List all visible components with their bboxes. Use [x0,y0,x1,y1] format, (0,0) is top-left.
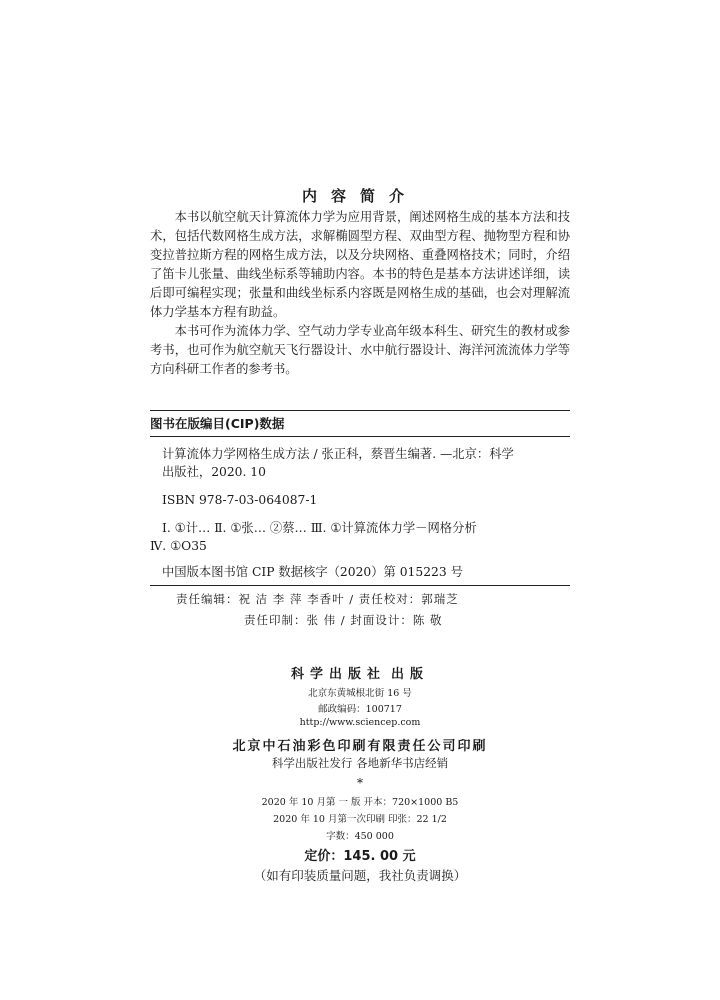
cip-classification: Ⅰ. ①计… Ⅱ. ①张… ②蔡… Ⅲ. ①计算流体力学－网格分析 [162,521,477,535]
cip-heading: 图书在版编目(CIP)数据 [150,416,285,431]
cip-bottom-rule [150,585,570,586]
price: 定价：145. 00 元 [304,849,416,864]
publisher-postcode: 邮政编码：100717 [318,704,402,715]
section-title: 内容简介 [301,187,418,205]
content-summary [150,208,570,379]
cip-publisher-line: 出版社，2020. 10 [162,465,266,479]
publisher-url: http://www.sciencep.com [299,717,421,728]
word-count: 字数：450 000 [326,831,394,842]
edition-line: 2020 年 10 月第 一 版 开本：720×1000 B5 [261,797,459,808]
printer-name: 北京中石油彩色印刷有限责任公司印刷 [232,739,488,754]
publisher-suffix: 出版 [391,667,430,682]
publisher-address: 北京东黄城根北街 16 号 [308,688,412,699]
quality-note: （如有印装质量问题，我社负责调换） [253,868,467,883]
cip-top-rule [150,410,570,411]
cip-title-line: 计算流体力学网格生成方法 / 张正科，蔡晋生编著. —北京：科学 [162,447,514,461]
separator-star: * [357,776,363,790]
cip-record-number: 中国版本图书馆 CIP 数据核字（2020）第 015223 号 [162,565,463,579]
publisher-line [0,663,720,682]
summary-paragraph-1: 本书以航空航天计算流体力学为应用背景，阐述网格生成的基本方法和技术，包括代数网格生成方法，求解椭圆型方程、双曲型方程、抛物型方程和协变拉普拉斯方程的网格生成方法，以及分块网格、重叠网格技术；同时，介绍了笛卡儿张量、曲线坐标系等辅助内容。本书的特色是基本方法讲述详细，读后即可编程实现；张量和曲线坐标系内容既是网格生成的基础，也会对理解流体力学基本方程有助益。 [150,210,570,319]
cip-heading-rule [150,436,570,437]
production-credits: 责任印制：张 伟 / 封面设计：陈 敬 [244,613,443,627]
publisher-name: 科学出版社 [290,667,386,682]
cip-classification-2: Ⅳ. ①O35 [150,539,207,553]
summary-paragraph-2: 本书可作为流体力学、空气动力学专业高年级本科生、研究生的教材或参考书，也可作为航空航天飞行器设计、水中航行器设计、海洋河流流体力学等方向科研工作者的参考书。 [150,324,570,376]
cip-block [150,410,570,586]
editor-credits: 责任编辑：祝 洁 李 萍 李香叶 / 责任校对：郭瑞芝 [176,592,459,606]
cip-isbn: ISBN 978-7-03-064087-1 [162,493,318,507]
impression-line: 2020 年 10 月第一次印刷 印张：22 1/2 [273,814,447,825]
distribution-line: 科学出版社发行 各地新华书店经销 [271,756,449,770]
